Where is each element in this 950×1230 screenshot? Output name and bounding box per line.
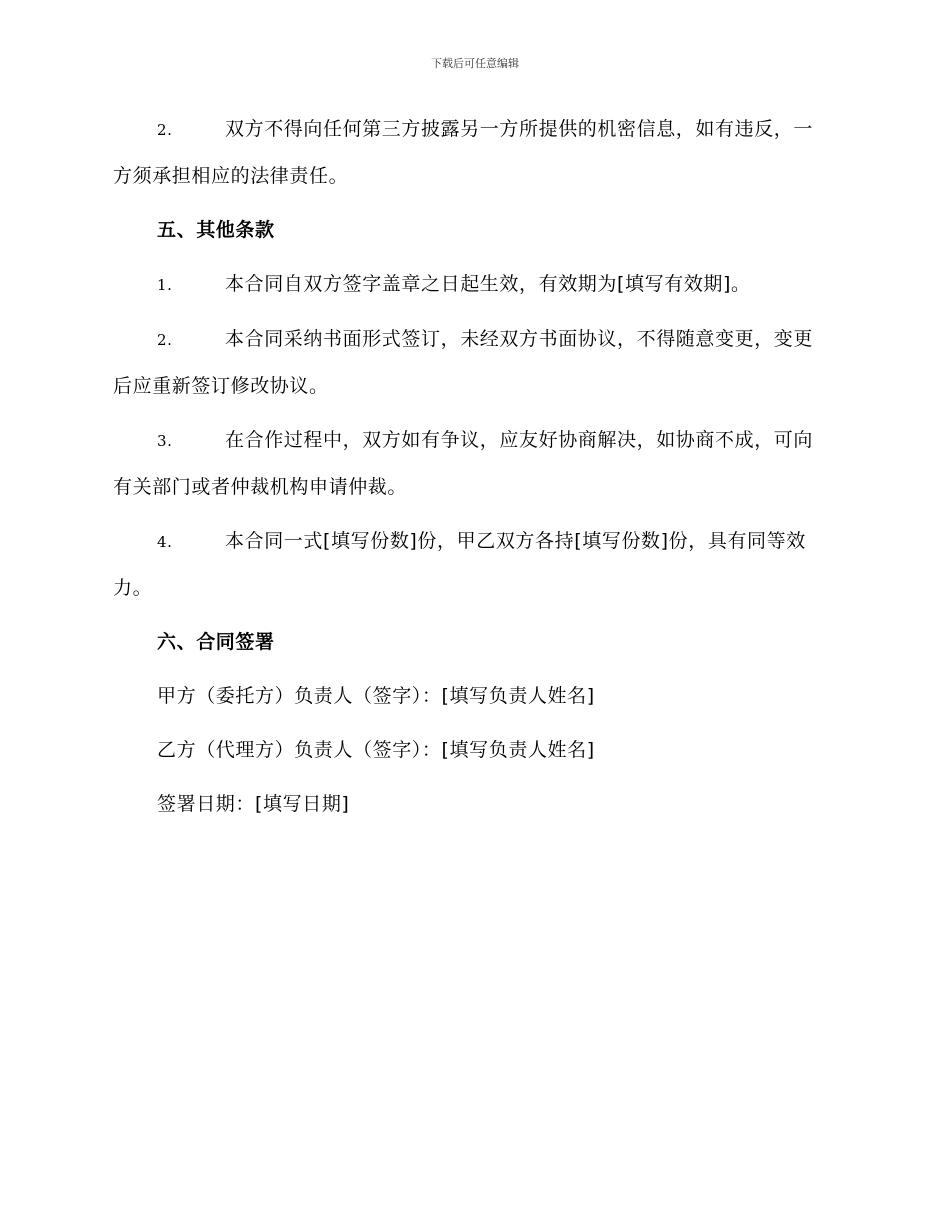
section-heading: 六、合同签署 — [157, 631, 275, 653]
clause-item — [113, 316, 825, 409]
clause-number: 3. — [157, 432, 173, 450]
clause-number: 2. — [157, 121, 173, 139]
clause-text: 在合作过程中，双方如有争议，应友好协商解决，如协商不成，可向有关部门或者仲裁机构申请仲裁。 — [113, 429, 814, 498]
clause-text: 本合同自双方签字盖章之日起生效，有效期为[填写有效期]。 — [225, 273, 751, 295]
clause-number: 4. — [157, 533, 173, 551]
clause-number: 1. — [157, 276, 173, 294]
signing-date-line: 签署日期：[填写日期] — [157, 793, 350, 815]
clause-item — [113, 518, 825, 611]
clause-item — [113, 417, 825, 510]
page-header: 下载后可任意编辑 — [431, 57, 519, 70]
section-heading: 五、其他条款 — [157, 219, 275, 241]
clause-item — [113, 261, 825, 308]
clause-item — [113, 106, 825, 199]
party-b-signature-line: 乙方（代理方）负责人（签字）：[填写负责人姓名] — [157, 739, 595, 761]
document-body — [113, 106, 825, 827]
party-a-signature-line: 甲方（委托方）负责人（签字）：[填写负责人姓名] — [157, 685, 595, 707]
clause-text: 本合同一式[填写份数]份，甲乙双方各持[填写份数]份，具有同等效力。 — [113, 530, 806, 599]
clause-number: 2. — [157, 331, 173, 349]
clause-text: 双方不得向任何第三方披露另一方所提供的机密信息，如有违反，一方须承担相应的法律责任。 — [113, 118, 814, 187]
clause-text: 本合同采纳书面形式签订，未经双方书面协议，不得随意变更，变更后应重新签订修改协议。 — [113, 328, 814, 397]
